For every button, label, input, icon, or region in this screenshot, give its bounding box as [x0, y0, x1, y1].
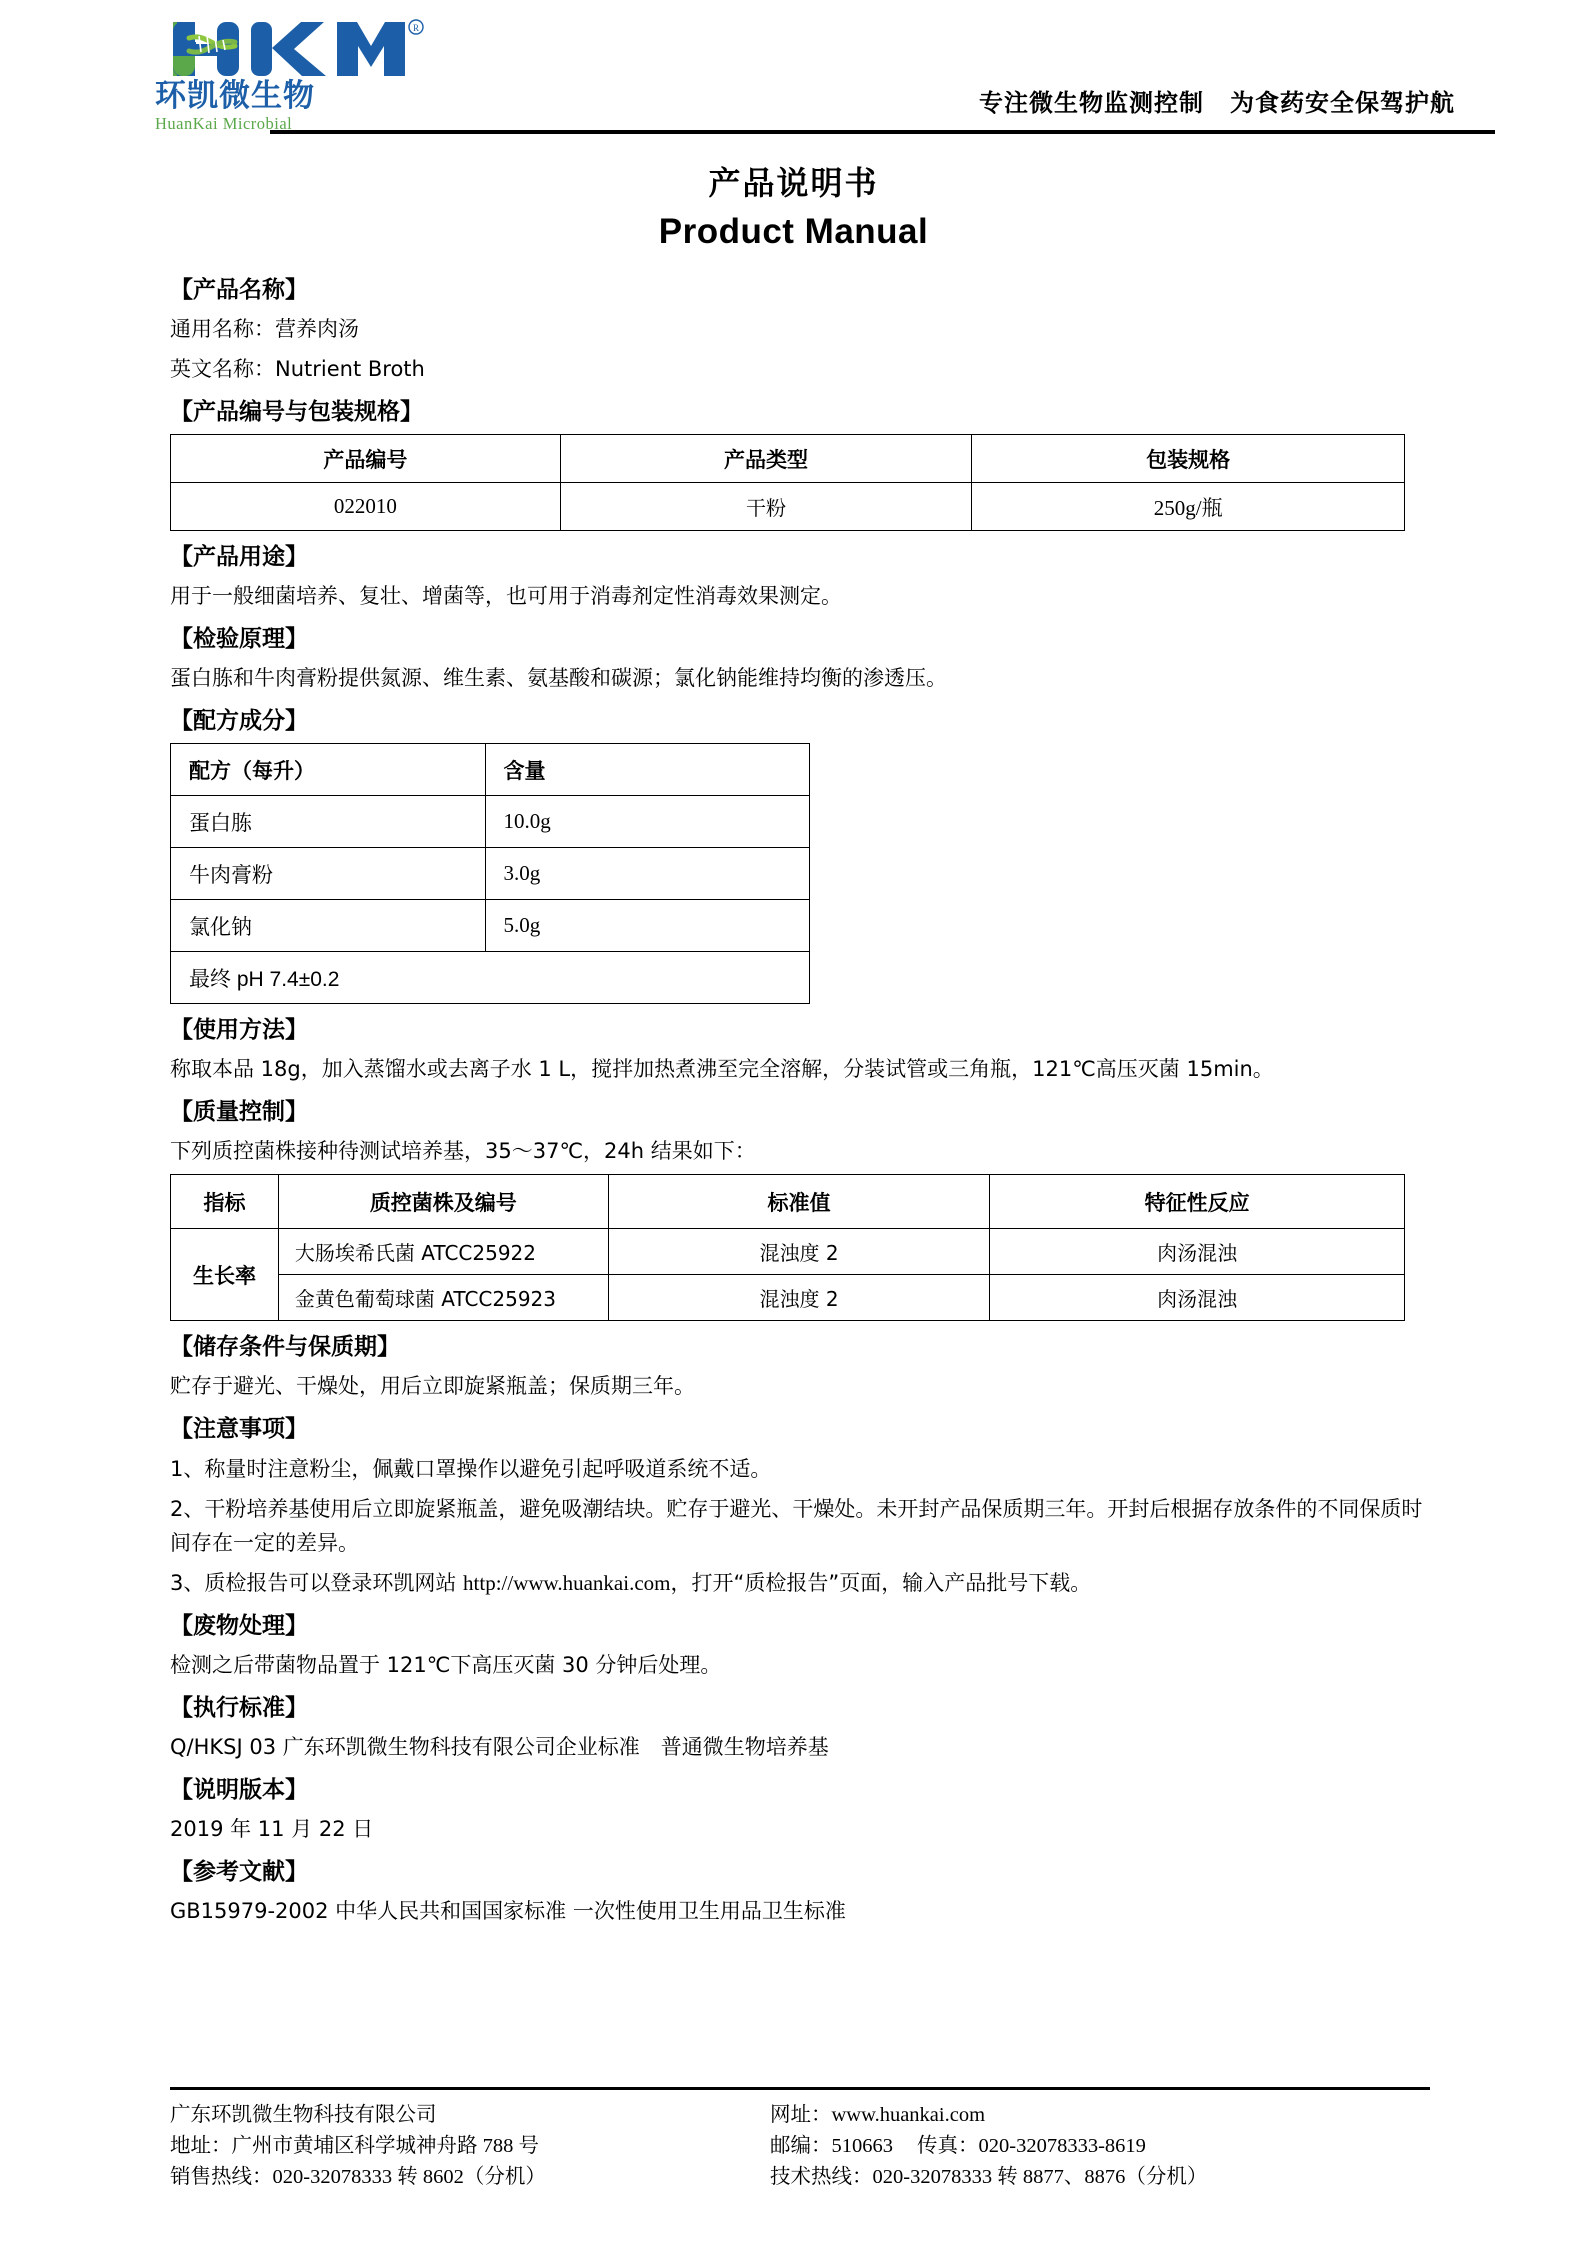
- page-footer: [0, 2087, 1587, 2193]
- cell-ingredient-amount: 5.0g: [485, 900, 810, 952]
- tagline-left-text: 专注微生物监测控制: [979, 89, 1204, 117]
- method-text: 称取本品 18g，加入蒸馏水或去离子水 1 L，搅拌加热煮沸至完全溶解，分装试管或三角瓶，121℃高压灭菌 15min。: [170, 1057, 1274, 1082]
- cell-product-type: 干粉: [560, 483, 972, 531]
- product-code-table: [170, 434, 1405, 531]
- table-row: [171, 1275, 1405, 1321]
- cell-ingredient-name: 牛肉膏粉: [171, 848, 486, 900]
- header-tagline-area: [455, 83, 1459, 130]
- cell-ingredient-name: 蛋白胨: [171, 796, 486, 848]
- hkm-logo-icon: [155, 18, 425, 80]
- column-header-reaction: 特征性反应: [990, 1175, 1405, 1229]
- section-heading-method: 【使用方法】: [170, 1017, 308, 1044]
- precaution-3-suffix: ，打开“质检报告”页面，输入产品批号下载。: [670, 1570, 1092, 1595]
- footer-left-column: [170, 2100, 770, 2193]
- quality-control-table: [170, 1174, 1405, 1321]
- cell-strain: 金黄色葡萄球菌 ATCC25923: [278, 1275, 608, 1321]
- cell-product-code: 022010: [171, 483, 561, 531]
- column-header-type: 产品类型: [560, 435, 972, 483]
- footer-postcode: 邮编：510663: [770, 2134, 893, 2157]
- section-heading-usage: 【产品用途】: [170, 544, 308, 571]
- principle-text: 蛋白胨和牛肉膏粉提供氮源、维生素、氨基酸和碳源；氯化钠能维持均衡的渗透压。: [170, 666, 947, 691]
- cell-package-spec: 250g/瓶: [972, 483, 1405, 531]
- table-row: [171, 1229, 1405, 1275]
- quality-control-intro: 下列质控菌株接种待测试培养基，35～37℃，24h 结果如下：: [170, 1139, 756, 1164]
- document-body: [0, 252, 1587, 1928]
- cell-ingredient-name: 氯化钠: [171, 900, 486, 952]
- section-heading-quality-control: 【质量控制】: [170, 1099, 308, 1126]
- section-heading-references: 【参考文献】: [170, 1858, 308, 1885]
- cell-standard-value: 混浊度 2: [608, 1229, 990, 1275]
- footer-tech-hotline: 技术热线：020-32078333 转 8877、8876（分机）: [770, 2165, 1208, 2188]
- cell-ingredient-amount: 3.0g: [485, 848, 810, 900]
- footer-company-name: 广东环凯微生物科技有限公司: [170, 2103, 437, 2126]
- generic-name-value: 营养肉汤: [275, 317, 359, 342]
- column-header-package: 包装规格: [972, 435, 1405, 483]
- table-header-row: [171, 1175, 1405, 1229]
- cell-final-ph: 最终 pH 7.4±0.2: [171, 952, 810, 1004]
- precaution-item-2: 2、干粉培养基使用后立即旋紧瓶盖，避免吸潮结块。贮存于避光、干燥处。未开封产品保质期三年。开封后根据存放条件的不同保质时间存在一定的差异。: [170, 1496, 1423, 1555]
- page-title-english: Product Manual: [658, 212, 929, 251]
- page-header: [0, 0, 1587, 133]
- cell-characteristic-reaction: 肉汤混浊: [990, 1229, 1405, 1275]
- footer-sales-hotline: 销售热线：020-32078333 转 8602（分机）: [170, 2165, 546, 2188]
- precaution-item-1: 1、称量时注意粉尘，佩戴口罩操作以避免引起呼吸道系统不适。: [170, 1456, 772, 1481]
- table-row: [171, 483, 1405, 531]
- footer-right-column: [770, 2100, 1410, 2193]
- usage-text: 用于一般细菌培养、复壮、增菌等，也可用于消毒剂定性消毒效果测定。: [170, 584, 842, 609]
- formula-table: [170, 743, 810, 1004]
- company-logo: [155, 18, 455, 133]
- column-header-content: 含量: [485, 744, 810, 796]
- table-row: [171, 848, 810, 900]
- section-heading-standard: 【执行标准】: [170, 1694, 308, 1721]
- generic-name-line: [170, 312, 1432, 346]
- footer-fax: 传真：020-32078333-8619: [917, 2134, 1146, 2157]
- huankai-website-url[interactable]: http://www.huankai.com: [463, 1570, 671, 1595]
- generic-name-label: 通用名称：: [170, 317, 275, 342]
- svg-text:R: R: [412, 22, 420, 33]
- standard-text: Q/HKSJ 03 广东环凯微生物科技有限公司企业标准 普通微生物培养基: [170, 1734, 829, 1759]
- footer-website: 网址：www.huankai.com: [770, 2103, 986, 2126]
- cell-ingredient-amount: 10.0g: [485, 796, 810, 848]
- footer-postcode-fax-line: [770, 2131, 1410, 2162]
- version-text: 2019 年 11 月 22 日: [170, 1816, 374, 1841]
- english-name-label: 英文名称：: [170, 357, 275, 382]
- references-text: GB15979-2002 中华人民共和国国家标准 一次性使用卫生用品卫生标准: [170, 1898, 846, 1923]
- table-row: [171, 900, 810, 952]
- section-heading-precautions: 【注意事项】: [170, 1416, 308, 1443]
- header-tagline: [979, 83, 1459, 126]
- cell-characteristic-reaction: 肉汤混浊: [990, 1275, 1405, 1321]
- logo-chinese-name: 环凯微生物: [155, 77, 315, 114]
- english-name-value: Nutrient Broth: [275, 357, 425, 382]
- table-header-row: [171, 744, 810, 796]
- footer-address: 地址：广州市黄埔区科学城神舟路 788 号: [170, 2134, 539, 2157]
- precaution-3-prefix: 3、质检报告可以登录环凯网站: [170, 1570, 464, 1595]
- page-title-chinese: 产品说明书: [708, 164, 879, 202]
- section-heading-waste: 【废物处理】: [170, 1612, 308, 1639]
- section-heading-principle: 【检验原理】: [170, 626, 308, 653]
- column-header-index: 指标: [171, 1175, 279, 1229]
- section-heading-formula: 【配方成分】: [170, 708, 308, 735]
- column-header-code: 产品编号: [171, 435, 561, 483]
- tagline-right-text: 为食药安全保驾护航: [1230, 89, 1455, 117]
- column-header-formula: 配方（每升）: [171, 744, 486, 796]
- table-header-row: [171, 435, 1405, 483]
- english-name-line: [170, 352, 1432, 386]
- table-row-ph: [171, 952, 810, 1004]
- cell-growth-rate-label: 生长率: [171, 1229, 279, 1321]
- cell-strain: 大肠埃希氏菌 ATCC25922: [278, 1229, 608, 1275]
- section-heading-product-name: 【产品名称】: [170, 277, 308, 303]
- column-header-strain: 质控菌株及编号: [278, 1175, 608, 1229]
- cell-standard-value: 混浊度 2: [608, 1275, 990, 1321]
- waste-text: 检测之后带菌物品置于 121℃下高压灭菌 30 分钟后处理。: [170, 1652, 722, 1677]
- logo-english-name: HuanKai Microbial: [155, 113, 293, 133]
- column-header-standard: 标准值: [608, 1175, 990, 1229]
- section-heading-version: 【说明版本】: [170, 1776, 308, 1803]
- table-row: [171, 796, 810, 848]
- precaution-item-3: [170, 1566, 1432, 1600]
- storage-text: 贮存于避光、干燥处，用后立即旋紧瓶盖；保质期三年。: [170, 1374, 695, 1399]
- section-heading-storage: 【储存条件与保质期】: [170, 1334, 400, 1361]
- section-heading-code-spec: 【产品编号与包装规格】: [170, 399, 423, 426]
- footer-divider: [170, 2087, 1430, 2090]
